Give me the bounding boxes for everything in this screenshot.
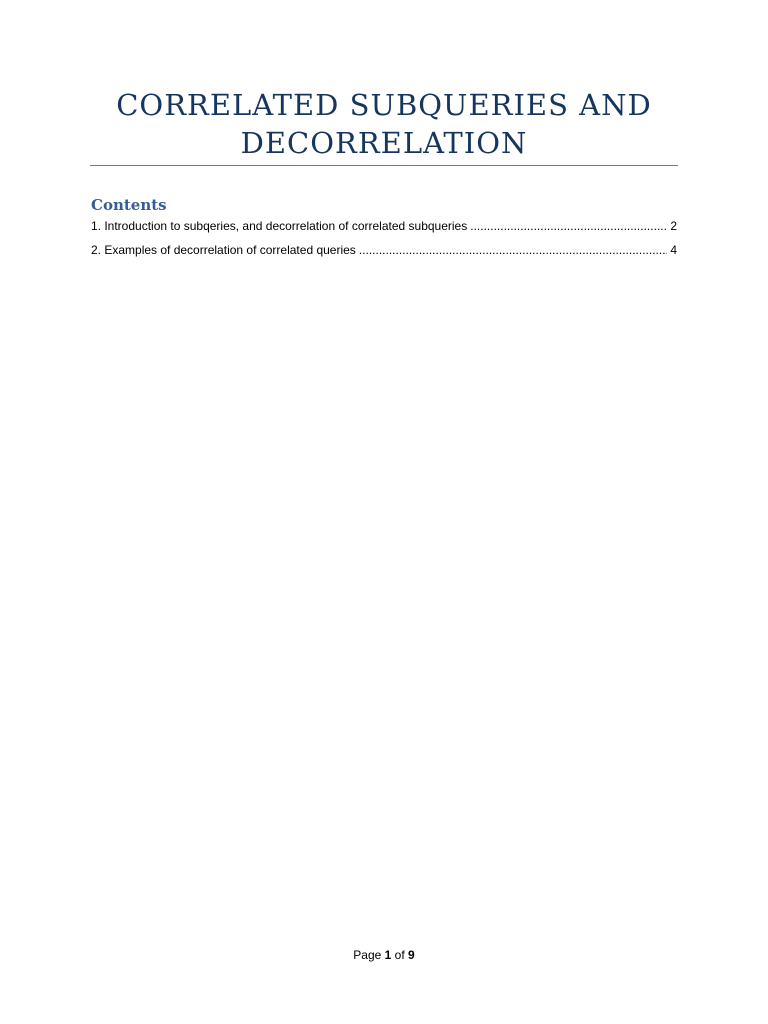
toc-heading: Contents (91, 196, 167, 214)
toc-dot-leader (470, 218, 667, 234)
toc-entry-1[interactable] (91, 218, 677, 234)
toc-entry-2[interactable] (91, 242, 677, 258)
toc-dot-leader (359, 242, 668, 258)
footer-current-page: 1 (384, 948, 392, 962)
title-line-1: CORRELATED SUBQUERIES AND (116, 88, 652, 122)
page-footer (0, 947, 768, 963)
toc-entry-page: 2 (670, 219, 677, 233)
document-title (90, 86, 678, 162)
footer-page-word: Page (353, 948, 382, 962)
toc-entry-text: 1. Introduction to subqeries, and decorrelation of correlated subqueries (91, 219, 468, 233)
title-divider (90, 165, 678, 166)
footer-of-word: of (394, 948, 405, 962)
footer-total-pages: 9 (408, 948, 415, 962)
title-line-2: DECORRELATION (240, 126, 528, 160)
toc-entry-page: 4 (670, 243, 677, 257)
toc-entry-text: 2. Examples of decorrelation of correlated queries (91, 243, 356, 257)
table-of-contents (91, 195, 677, 266)
